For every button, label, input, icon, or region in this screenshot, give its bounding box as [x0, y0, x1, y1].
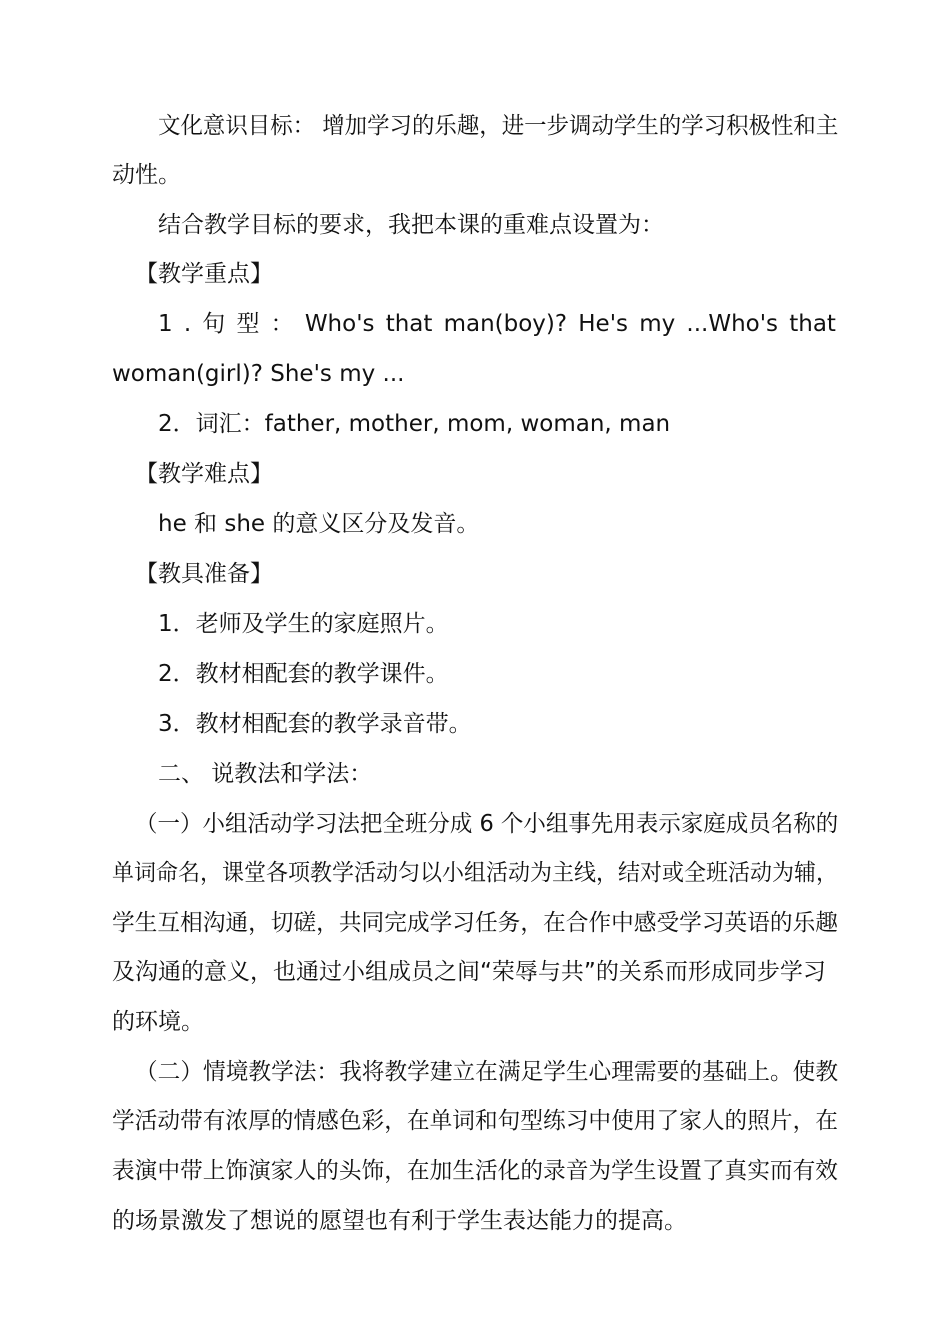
- kp1-token: 型: [236, 311, 260, 337]
- kp1-token: 1: [158, 311, 173, 337]
- culture-goal-line-1: 文化意识目标： 增加学习的乐趣，进一步调动学生的学习积极性和主: [158, 113, 839, 139]
- kp1-token: ...Who's: [686, 311, 779, 337]
- kp1-token: .: [183, 311, 192, 337]
- kp1-token: He's: [578, 311, 629, 337]
- method-2-line-3: 表演中带上饰演家人的头饰，在加生活化的录音为学生设置了真实而有效: [112, 1158, 838, 1184]
- method-2-line-4: 的场景激发了想说的愿望也有利于学生表达能力的提高。: [112, 1208, 687, 1234]
- kp1-token: my: [639, 311, 676, 337]
- method-1-line-4: 及沟通的意义，也通过小组成员之间“荣辱与共”的关系而形成同步学习: [112, 959, 826, 985]
- key-point-2: 2．词汇：father, mother, mom, woman, man: [158, 411, 671, 437]
- kp1-token: that: [385, 311, 433, 337]
- method-1-line-1: （一）小组活动学习法把全班分成 6 个小组事先用表示家庭成员名称的: [135, 811, 839, 837]
- method-2-line-1: （二）情境教学法：我将教学建立在满足学生心理需要的基础上。使教: [135, 1059, 839, 1085]
- teaching-tool-2: 2．教材相配套的教学课件。: [158, 661, 449, 687]
- kp1-token: that: [789, 311, 836, 337]
- teaching-tools-heading: 【教具准备】: [135, 561, 273, 587]
- kp1-token: 句: [202, 311, 226, 337]
- kp1-token: Who's: [304, 311, 375, 337]
- difficult-points-heading: 【教学难点】: [135, 461, 273, 487]
- method-2-line-2: 学活动带有浓厚的情感色彩，在单词和句型练习中使用了家人的照片，在: [112, 1108, 838, 1134]
- kp1-token: man(boy)?: [443, 311, 568, 337]
- section-2-heading: 二、 说教法和学法：: [158, 761, 373, 787]
- difficult-points-text: he 和 she 的意义区分及发音。: [158, 511, 480, 537]
- teaching-tool-1: 1．老师及学生的家庭照片。: [158, 611, 449, 637]
- key-point-1-line-1: [158, 309, 836, 339]
- key-points-heading: 【教学重点】: [135, 261, 273, 287]
- combine-statement: 结合教学目标的要求，我把本课的重难点设置为：: [158, 212, 664, 238]
- kp1-token: ：: [270, 311, 294, 337]
- culture-goal-line-2: 动性。: [112, 162, 181, 188]
- teaching-tool-3: 3．教材相配套的教学录音带。: [158, 711, 472, 737]
- key-point-1-line-2: woman(girl)? She's my ...: [112, 361, 405, 387]
- method-1-line-5: 的环境。: [112, 1009, 204, 1035]
- method-1-line-3: 学生互相沟通，切磋，共同完成学习任务，在合作中感受学习英语的乐趣: [112, 910, 838, 936]
- method-1-line-2: 单词命名，课堂各项教学活动匀以小组活动为主线，结对或全班活动为辅，: [112, 860, 838, 886]
